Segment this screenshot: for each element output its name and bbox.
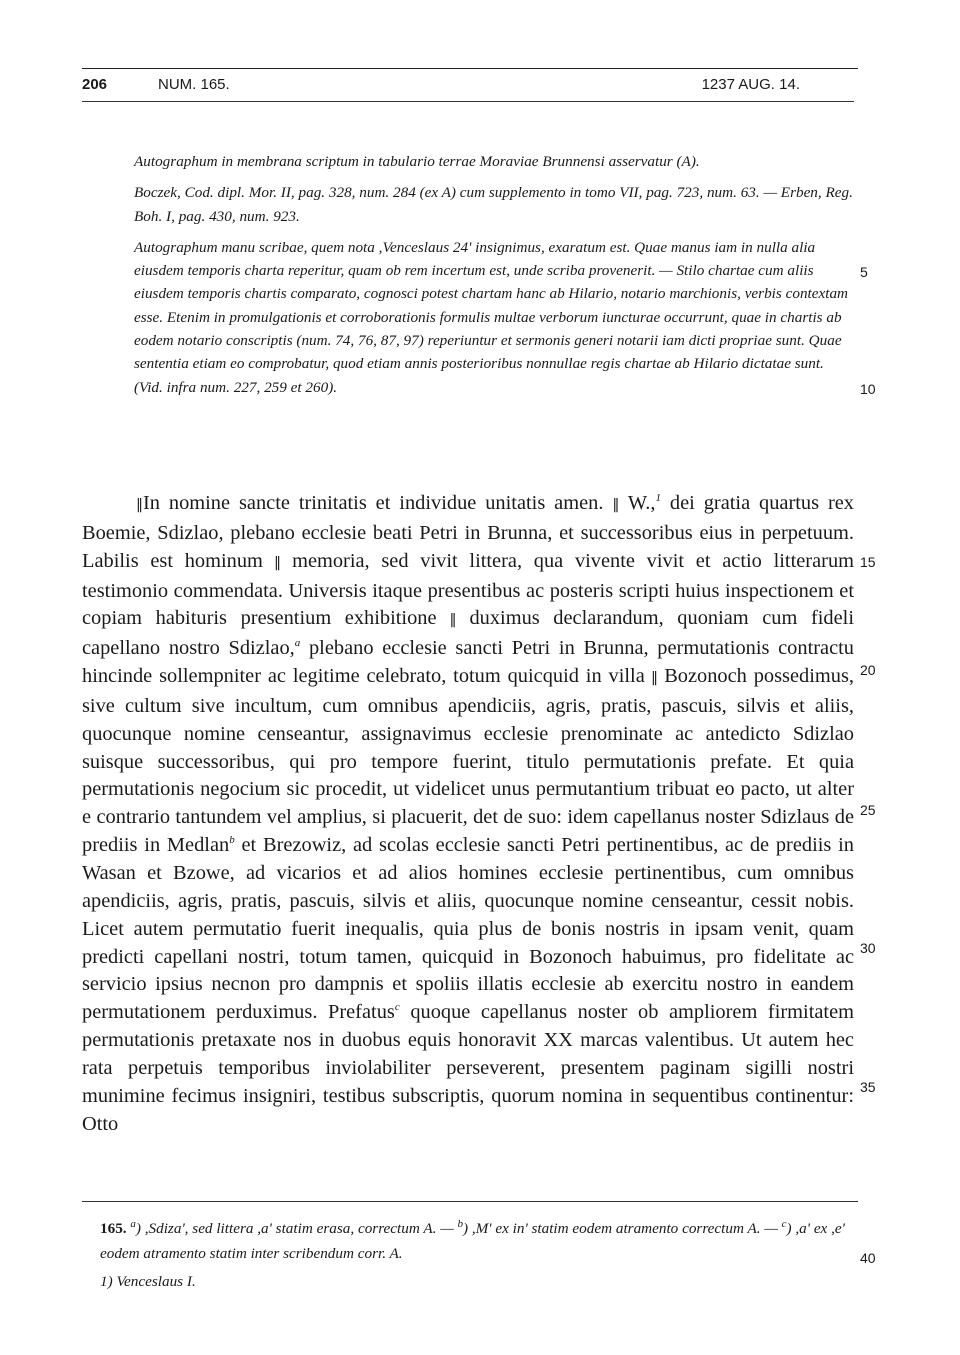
line-number: 5 <box>860 264 868 280</box>
footnotes <box>100 1217 854 1295</box>
footnote-ref: b <box>229 834 235 847</box>
footnote-ref: 1 <box>655 492 661 505</box>
document-number: NUM. 165. <box>158 76 230 93</box>
intro-editions: Boczek, Cod. dipl. Mor. II, pag. 328, num. 284 (ex A) cum supplemento in tomo VII, pag. 723, num. 63. — Erben, Reg. Boh. I, pag. 430, num. 923. <box>134 184 853 225</box>
line-number: 30 <box>860 940 876 956</box>
footnote-ref: a <box>294 637 301 650</box>
line-number: 20 <box>860 662 876 678</box>
separator-icon: ‖ <box>644 670 665 687</box>
intro-manuscript-location: Autographum in membrana scriptum in tabulario terrae Moraviae Brunnensi asservatur (A). <box>134 153 700 170</box>
invocation: In nomine sancte trinitatis et individue unitatis amen. <box>143 492 604 514</box>
intro-commentary: Autographum manu scribae, quem nota ,Venceslaus 24' insignimus, exaratum est. Quae manus iam in nulla alia eiusdem temporis charta reperitur, quam ob rem incertum est, unde scriba provenerit. — Stilo chartae cum aliis eiusdem temporis chartis comparato, cognosci potest chartam hanc ab Hilario, notario marchionis, verbis contextam esse. Etenim in promulgationis et corroborationis formulis multae verborum iuncturae occurrunt, quae in chartis ab eodem notario conscriptis (num. 74, 76, 87, 97) reperiuntur et sermonis generi notarii iam dicti propriae sunt. Quae sententia etiam eo comprobatur, quod etiam annis posterioribus nonnullae regis chartae ab Hilario dictatae sunt. (Vid. infra num. 227, 259 et 260). <box>134 238 849 396</box>
line-number: 40 <box>860 1250 876 1266</box>
top-rule <box>82 68 858 69</box>
running-header <box>82 76 854 98</box>
separator-icon: ‖ <box>612 497 620 513</box>
separator-icon: ‖ <box>136 497 143 513</box>
page-number: 206 <box>82 76 108 93</box>
charter-paragraph: ‖In nomine sancte trinitatis et individue unitatis amen. ‖ W.,$^1$ dei gratia quartus rex Boemie, Sdizlao, plebano ecclesie beati Petri in Brunna, et successoribus eius in perpetuum. Labilis est hominum ‖ memoria, sed vivit littera, qua vivente vivit et actio litterarum testimonio commendata. Universis itaque presentibus ac posteris scripti huius inspectionem et copiam habituris presentium exhibitione ‖ duximus declarandum, quoniam cum fideli capellano nostro Sdizlao,$^a$ plebano ecclesie sancti Petri in Brunna, permutationis contractu hincinde sollempniter ac legitime celebrato, totum quicquid in villa ‖ Bozonoch possedimus, sive cultum sive incultum, cum omnibus apendiciis, agris, pratis, pascuis, silvis et aliis, quocunque nomine censeantur, assignavimus ecclesie prenominate ac antedicto Sdizlao suisque successoribus, qui pro tempore fuerint, titulo permutationis prefate. Et quia permutationis negocium sic procedit, ut videlicet unus permutantium tribuat eo pacto, ut alter e contrario tantundem vel amplius, si placuerit, det de suo: idem capellanus noster Sdizlaus de prediis in Medlan$^b$ et Brezowiz, ad scolas ecclesie sancti Petri pertinentibus, ac de prediis in Wasan et Bzowe, ad vicarios et ad alios homines ecclesie pertinentibus, cum omnibus apendiciis, agris, pratis, pascuis, silvis et aliis, quocunque nomine censeantur, cessit nobis. Licet autem permutatio fuerit inequalis, quia plus de bonis nostris in ipsam venit, quam predicti capellani nostri, totum tamen, quicquid in Bozonoch habuimus, pro fidelitate ac servicio ipsius necnon pro dampnis et spoliis illatis ecclesie ab exercitu nostro in eandem permutationem perduximus. Prefatus$^c$ quoque capellanus noster ob ampliorem firmitatem permutationis pretaxate nos in duobus equis honoravit XX marcas valentibus. Ut autem hec rata perpetuis temporibus inviolabiliter perseverent, presentem paginam sigilli nostri munimine fecimus insigniri, testibus subscriptis, quorum nomina in sequentibus continentur: Otto <box>82 492 855 1135</box>
charter-text <box>82 490 854 1138</box>
textual-notes: 165. $^a$) ,Sdiza', sed littera ,a' statim erasa, correctum A. — $^b$) ,M' ex in' statim eodem atramento correctum A. — $^c$) ,a' ex ,e' eodem atramento statim inter scribendum corr. A. <box>100 1217 845 1262</box>
separator-icon: ‖ <box>436 612 470 629</box>
editorial-introduction <box>134 150 854 399</box>
separator-icon: ‖ <box>262 554 293 571</box>
explanatory-note: 1) Venceslaus I. <box>100 1273 196 1290</box>
header-rule <box>82 101 854 102</box>
footnote-rule <box>82 1201 858 1202</box>
line-number: 10 <box>860 381 876 397</box>
document-date: 1237 AUG. 14. <box>701 76 800 93</box>
line-number: 25 <box>860 802 876 818</box>
line-number: 35 <box>860 1079 876 1095</box>
line-number: 15 <box>860 554 876 570</box>
footnote-ref: c <box>394 1001 400 1014</box>
note-reference: 165. <box>100 1220 127 1237</box>
